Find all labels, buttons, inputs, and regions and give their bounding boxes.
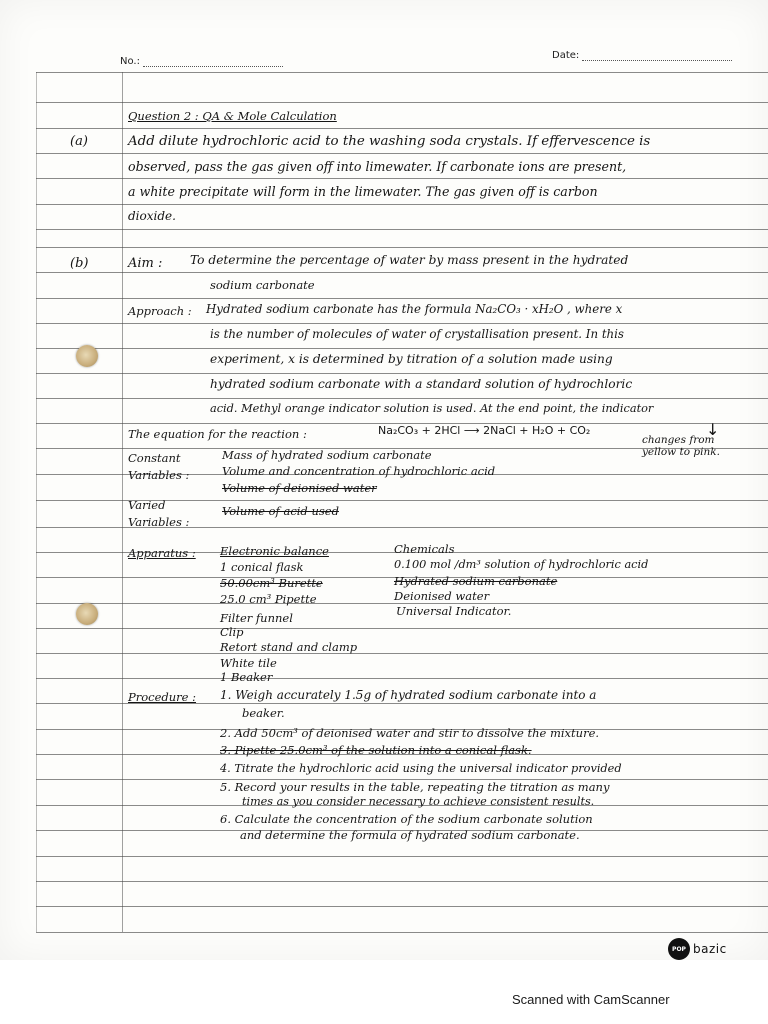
constant-value: Mass of hydrated sodium carbonate xyxy=(222,448,432,462)
aim-line-1: To determine the percentage of water by mass present in the hydrated xyxy=(190,253,629,267)
apparatus-item: Clip xyxy=(220,625,244,639)
varied-label-1: Varied xyxy=(128,498,166,512)
procedure-step: and determine the formula of hydrated sodium carbonate. xyxy=(240,828,580,842)
procedure-step: 4. Titrate the hydrochloric acid using the universal indicator provided xyxy=(220,762,622,775)
pop-badge-icon: POP xyxy=(668,938,690,960)
approach-line-4: hydrated sodium carbonate with a standard solution of hydrochloric xyxy=(210,377,633,391)
equation-label: The equation for the reaction : xyxy=(128,427,307,441)
chemicals-label: Chemicals xyxy=(394,542,455,556)
chemical-item: Deionised water xyxy=(394,589,490,603)
reaction-equation: Na₂CO₃ + 2HCl ⟶ 2NaCl + H₂O + CO₂ xyxy=(378,424,591,437)
apparatus-item: Filter funnel xyxy=(220,611,293,625)
part-a-line-3: a white precipitate will form in the limewater. The gas given off is carbon xyxy=(128,184,598,199)
scanner-watermark: Scanned with CamScanner xyxy=(512,992,670,1007)
variables-value-1: Volume and concentration of hydrochloric acid xyxy=(222,464,496,478)
apparatus-item: White tile xyxy=(220,656,277,670)
variables-value-2: Volume of deionised water xyxy=(222,481,377,495)
brand-logo xyxy=(668,938,727,960)
chemical-item: Universal Indicator. xyxy=(396,604,512,618)
binder-hole-top xyxy=(76,345,98,367)
approach-line-5: acid. Methyl orange indicator solution is used. At the end point, the indicator xyxy=(210,402,654,415)
approach-line-3: experiment, x is determined by titration of a solution made using xyxy=(210,352,613,366)
apparatus-item: 50.00cm³ Burette xyxy=(220,576,323,590)
end-note-2: yellow to pink. xyxy=(642,446,720,458)
date-field: Date: xyxy=(552,50,732,61)
part-a-line-2: observed, pass the gas given off into limewater. If carbonate ions are present, xyxy=(128,159,627,174)
procedure-step: 5. Record your results in the table, repeating the titration as many xyxy=(220,780,610,794)
question-title: Question 2 : QA & Mole Calculation xyxy=(128,109,337,123)
approach-line-1: Hydrated sodium carbonate has the formula Na₂CO₃ · xH₂O , where x xyxy=(206,302,623,316)
arrow-down-icon: ↓ xyxy=(706,420,720,439)
procedure-step: beaker. xyxy=(242,706,285,720)
part-b-label: (b) xyxy=(70,256,89,271)
varied-value: Volume of acid used xyxy=(222,504,339,518)
end-note-1: changes from xyxy=(642,434,715,446)
constant-label: Constant xyxy=(128,451,181,465)
procedure-step: 3. Pipette 25.0cm³ of the solution into a conical flask. xyxy=(220,743,532,757)
procedure-step: times as you consider necessary to achieve consistent results. xyxy=(242,795,595,808)
part-a-line-4: dioxide. xyxy=(128,209,176,223)
no-field: No.: xyxy=(120,56,283,67)
approach-label: Approach : xyxy=(128,304,192,318)
aim-label: Aim : xyxy=(128,256,163,271)
brand-text: bazic xyxy=(693,942,727,956)
variables-label: Variables : xyxy=(128,468,190,482)
apparatus-item: Retort stand and clamp xyxy=(220,640,358,654)
apparatus-label: Apparatus : xyxy=(128,546,196,560)
aim-line-2: sodium carbonate xyxy=(210,278,315,292)
procedure-step: 2. Add 50cm³ of deionised water and stir to dissolve the mixture. xyxy=(220,726,600,740)
procedure-step: 1. Weigh accurately 1.5g of hydrated sodium carbonate into a xyxy=(220,688,597,702)
part-a-label: (a) xyxy=(70,134,88,149)
chemical-item: Hydrated sodium carbonate xyxy=(394,574,558,588)
apparatus-item: 25.0 cm³ Pipette xyxy=(220,592,317,606)
apparatus-item: 1 conical flask xyxy=(220,560,304,574)
varied-label-2: Variables : xyxy=(128,515,190,529)
binder-hole-bottom xyxy=(76,603,98,625)
procedure-step: 6. Calculate the concentration of the sodium carbonate solution xyxy=(220,812,593,826)
approach-line-2: is the number of molecules of water of crystallisation present. In this xyxy=(210,327,624,341)
part-a-line-1: Add dilute hydrochloric acid to the washing soda crystals. If effervescence is xyxy=(128,134,651,149)
apparatus-item: 1 Beaker xyxy=(220,670,273,684)
apparatus-item: Electronic balance xyxy=(220,544,329,558)
procedure-label: Procedure : xyxy=(128,690,197,704)
chemical-item: 0.100 mol /dm³ solution of hydrochloric acid xyxy=(394,558,649,571)
